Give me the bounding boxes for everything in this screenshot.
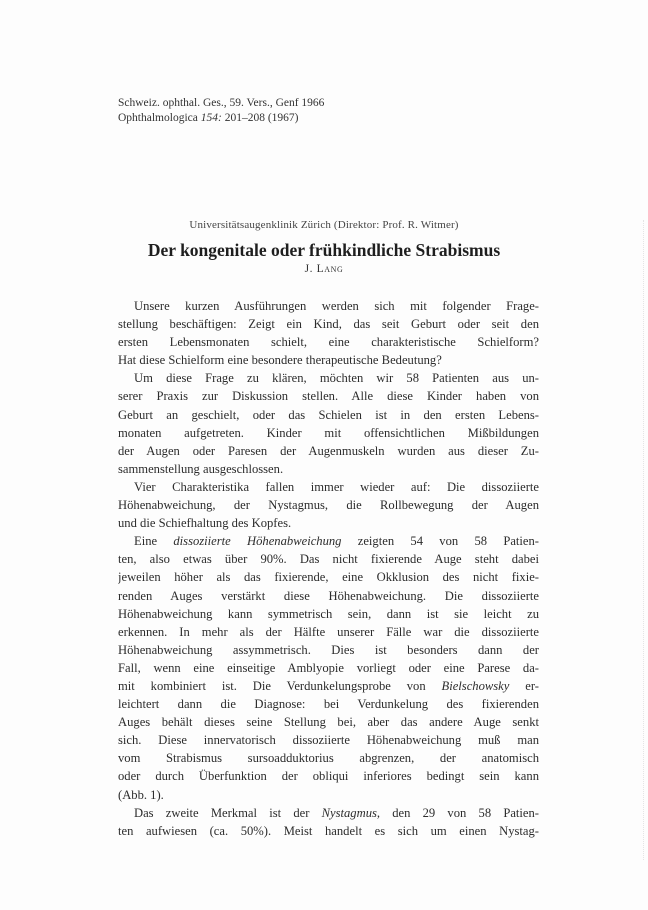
text-line: ersten Lebensmonaten schielt, eine charakteristische Schielform? — [118, 335, 539, 350]
text-line: Höhenabweichung assymmetrisch. Dies ist besonders dann der — [118, 642, 539, 657]
journal-reference: Ophthalmologica 154: 201–208 (1967) — [118, 112, 299, 124]
text-line: vom Strabismus sursoadduktorius abgrenzen, der anatomisch — [118, 751, 539, 766]
citation-header — [118, 96, 324, 126]
article-title: Der kongenitale oder frühkindliche Strabismus — [147, 240, 501, 260]
journal-volume: 154: — [200, 112, 222, 124]
paragraph-4 — [118, 532, 539, 803]
article-body — [118, 297, 539, 840]
text-line: sich. Diese innervatorisch dissoziierte Höhenabweichung muß man — [118, 733, 539, 748]
emphasis-name: Bielschowsky — [441, 678, 510, 693]
text-line: jeweilen höher als das fixierende, eine Okklusion des nicht fixie- — [118, 570, 539, 585]
journal-line: Schweiz. ophthal. Ges., 59. Vers., Genf 1966 — [118, 97, 325, 109]
text-line: Das zweite Merkmal ist der Nystagmus, den 29 von 58 Patien- — [134, 805, 539, 820]
text-line: sammenstellung ausgeschlossen. — [118, 461, 284, 476]
text-line: der Augen oder Paresen der Augenmuskeln wurden aus dieser Zu- — [118, 443, 539, 458]
text-line: Höhenabweichung, der Nystagmus, die Rollbewegung der Augen — [118, 498, 539, 513]
text-line: ten aufwiesen (ca. 50%). Meist handelt es sich um einen Nystag- — [118, 823, 539, 838]
text-line: (Abb. 1). — [118, 787, 164, 802]
text-line: und die Schiefhaltung des Kopfes. — [118, 516, 292, 531]
text-line: Geburt an geschielt, oder das Schielen ist in den ersten Lebens- — [118, 407, 539, 422]
text-line: mit kombiniert ist. Die Verdunkelungsprobe von Bielschowsky er- — [118, 678, 539, 693]
text-line: Höhenabweichung kann symmetrisch sein, dann ist sie leicht zu — [118, 606, 539, 621]
text-line: leichtert dann die Diagnose: bei Verdunkelung des fixierenden — [118, 697, 539, 712]
text-line: Vier Charakteristika fallen immer wieder auf: Die dissoziierte — [134, 479, 539, 494]
text-line: Auges behält dieses seine Stellung bei, aber das andere Auge senkt — [118, 715, 539, 730]
emphasis-term: dissoziierte Höhenabweichung — [173, 534, 342, 549]
scan-edge-artifact — [641, 220, 644, 860]
text-line: serer Praxis zur Diskussion stellen. Alle diese Kinder haben von — [118, 389, 539, 404]
text-line: ten, also etwas über 90%. Das nicht fixierende Auge steht dabei — [118, 552, 539, 567]
text-line: Fall, wenn eine einseitige Amblyopie vorliegt oder eine Parese da- — [118, 660, 539, 675]
text-line: Hat diese Schielform eine besondere therapeutische Bedeutung? — [118, 353, 442, 368]
text-line: oder durch Überfunktion der obliqui inferiores bedingt sein kann — [118, 769, 539, 784]
text-line: renden Auges verstärkt diese Höhenabweichung. Die dissoziierte — [118, 588, 539, 603]
author-name: Lang — [316, 263, 344, 275]
text-line: monaten aufgetreten. Kinder mit offensichtlichen Mißbildungen — [118, 425, 539, 440]
paragraph-2 — [118, 369, 539, 478]
text-line: Unsere kurzen Ausführungen werden sich mit folgender Frage- — [134, 299, 539, 313]
emphasis-term: Nystagmus, — [321, 805, 381, 820]
author — [0, 263, 648, 275]
text-line: Um diese Frage zu klären, möchten wir 58 Patienten aus un- — [134, 371, 539, 386]
institution-line: Universitätsaugenklinik Zürich (Direktor: Prof. R. Witmer) — [189, 219, 459, 231]
paragraph-1 — [118, 297, 539, 369]
text-line: stellung beschäftigen: Zeigt ein Kind, das seit Geburt oder seit den — [118, 317, 539, 332]
text-line: Eine dissoziierte Höhenabweichung zeigten 54 von 58 Patien- — [134, 534, 539, 549]
text-line: erkennen. In mehr als der Hälfte unserer Fälle war die dissoziierte — [118, 624, 539, 639]
author-initial: J. — [304, 263, 317, 275]
paragraph-3 — [118, 478, 539, 532]
paragraph-5 — [118, 804, 539, 840]
